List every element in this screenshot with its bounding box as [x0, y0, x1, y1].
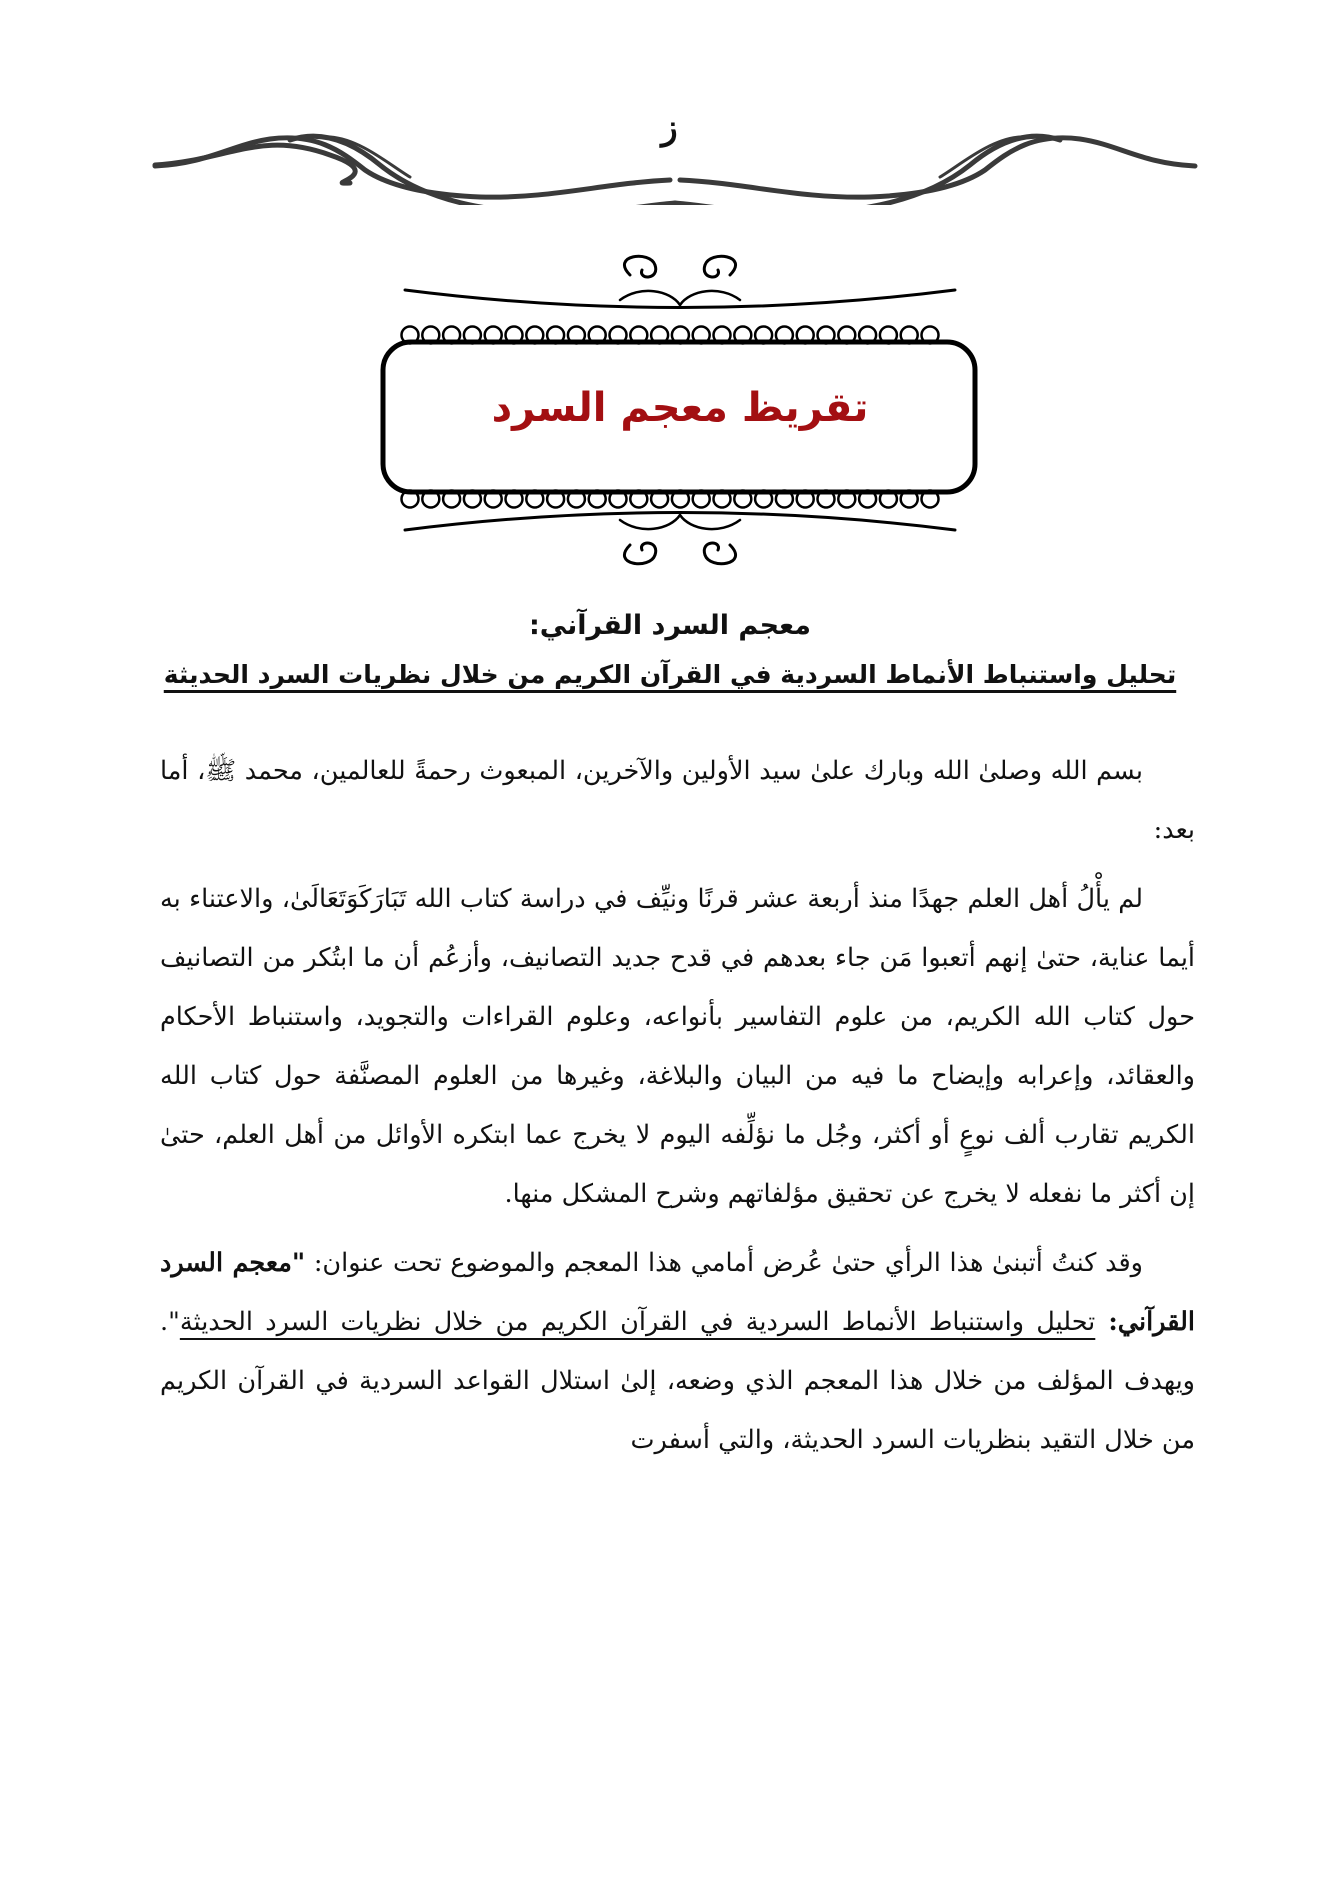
- book-subtitle-heading: تحليل واستنباط الأنماط السردية في القرآن الكريم من خلال نظريات السرد الحديثة: [163, 660, 1177, 689]
- quote-close: ": [168, 1307, 180, 1337]
- quote-open: ": [291, 1248, 306, 1278]
- page-number: ز: [661, 108, 678, 148]
- paragraph-rest-text: . ويهدف المؤلف من خلال هذا المعجم الذي وضعه، إلىٰ استلال القواعد السردية في القرآن الكريم من خلال التقيد بنظريات السرد الحديثة، والتي أسفرت: [160, 1307, 1195, 1455]
- paragraph-dictionary-intro: [160, 1234, 1195, 1470]
- body-text: [160, 742, 1195, 1480]
- header-flourish-ornament: [150, 125, 1200, 205]
- paragraph-intro-text: وقد كنتُ أتبنىٰ هذا الرأي حتىٰ عُرض أمامي هذا المعجم والموضوع تحت عنوان:: [305, 1248, 1143, 1278]
- book-title-heading: معجم السرد القرآني:: [528, 610, 812, 641]
- page-title: تقريظ معجم السرد: [491, 385, 869, 431]
- paragraph-scholarship: لم يأْلُ أهل العلم جهدًا منذ أربعة عشر قرنًا ونيِّف في دراسة كتاب الله تَبَارَكَوَتَعَالَىٰ، والاعتناء به أيما عناية، حتىٰ إنهم أتعبوا مَن جاء بعدهم في قدح جديد التصانيف، وأزعُم أن ما ابتُكر من التصانيف حول كتاب الله الكريم، من علوم التفاسير بأنواعه، وعلوم القراءات والتجويد، واستنباط الأحكام والعقائد، وإعرابه وإيضاح ما فيه من البيان والبلاغة، وغيرها من العلوم المصنَّفة حول كتاب الله الكريم تقارب ألف نوعٍ أو أكثر، وجُل ما نؤلِّفه اليوم لا يخرج عما ابتكره الأوائل من أهل العلم، حتىٰ إن أكثر ما نفعله لا يخرج عن تحقيق مؤلفاتهم وشرح المشكل منها.: [160, 884, 1195, 1209]
- quoted-book-title: معجم السرد القرآني: [160, 1248, 1195, 1337]
- quoted-book-subtitle: تحليل واستنباط الأنماط السردية في القرآن الكريم من خلال نظريات السرد الحديثة: [179, 1307, 1096, 1337]
- paragraph-opening: بسم الله وصلىٰ الله وبارك علىٰ سيد الأولين والآخرين، المبعوث رحمةً للعالمين، محمد ﷺ، أما بعد:: [160, 756, 1195, 845]
- title-colon: :: [1095, 1307, 1118, 1337]
